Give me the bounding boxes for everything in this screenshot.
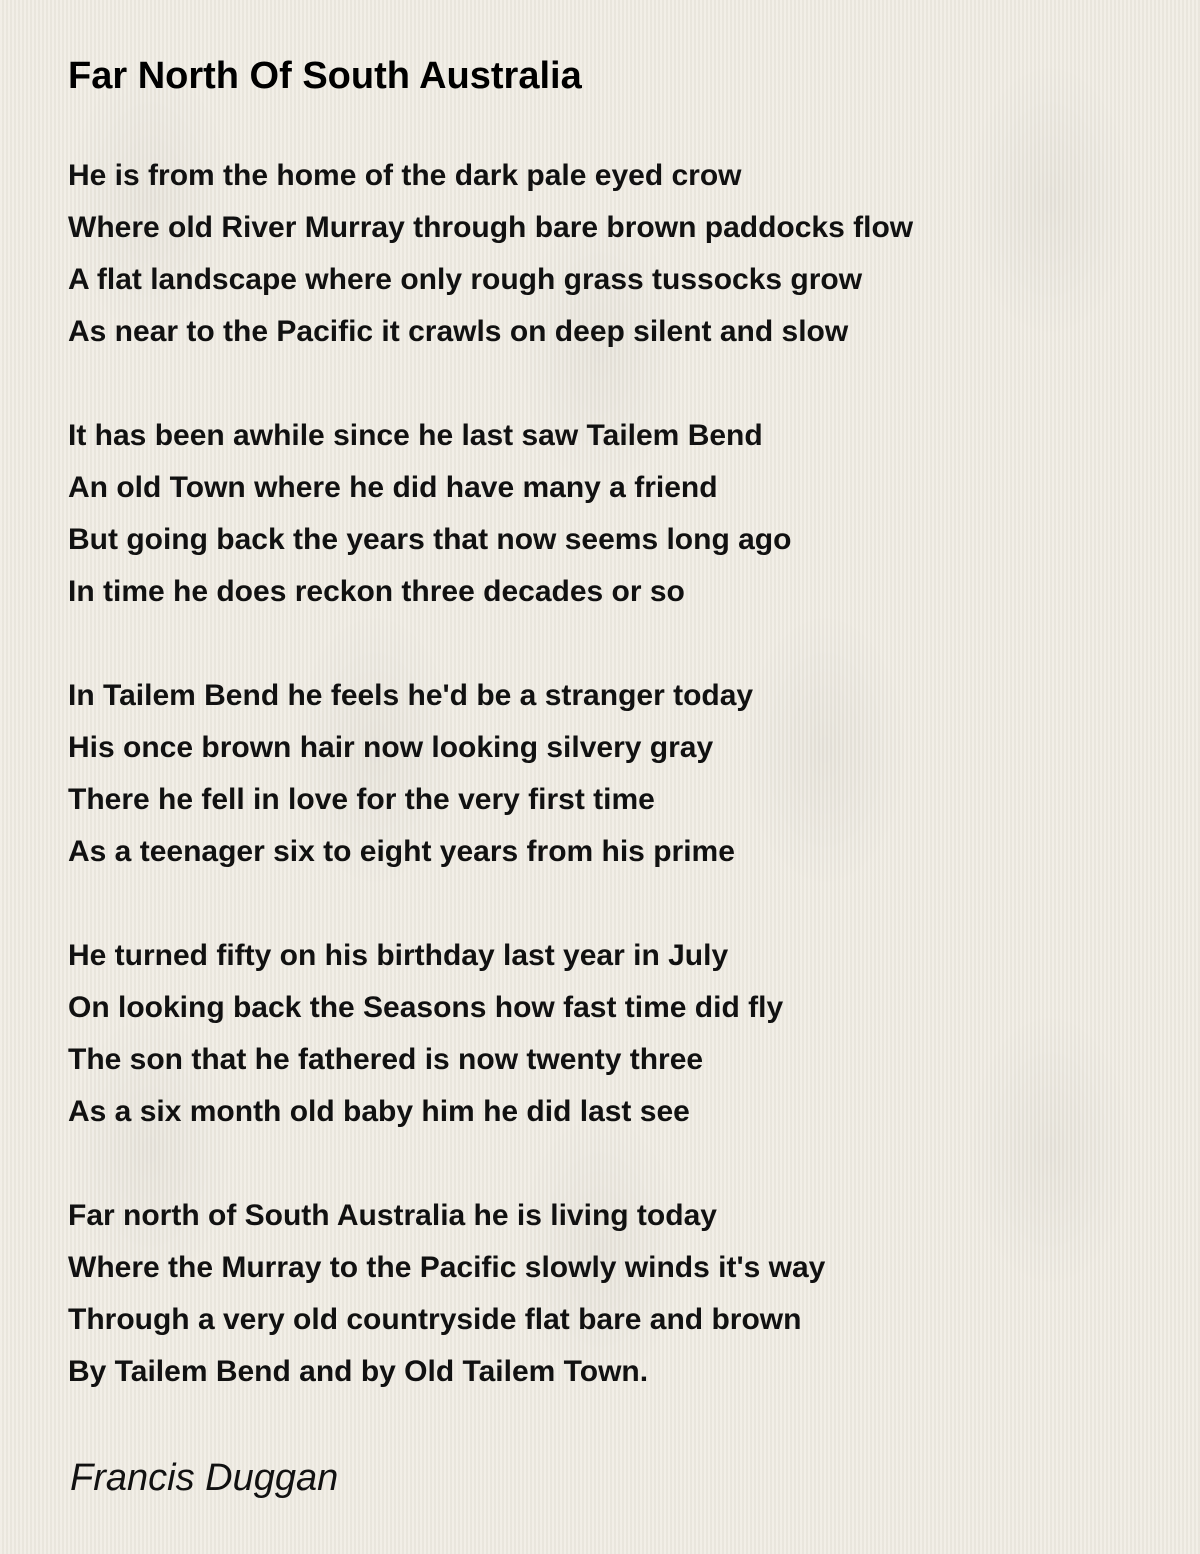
poem-title: Far North Of South Australia — [68, 55, 582, 97]
poem-author: Francis Duggan — [70, 1457, 339, 1499]
poem-line: Through a very old countryside flat bare and brown — [68, 1303, 802, 1336]
stanza — [68, 670, 913, 878]
poem-line: An old Town where he did have many a friend — [68, 471, 718, 504]
stanza — [68, 930, 913, 1138]
poem-line: His once brown hair now looking silvery gray — [68, 731, 714, 764]
poem-line: Where old River Murray through bare brown paddocks flow — [68, 211, 914, 244]
poem-line: As near to the Pacific it crawls on deep silent and slow — [68, 315, 849, 348]
poem-line: As a teenager six to eight years from his prime — [68, 835, 735, 868]
poem-body — [68, 150, 913, 1450]
stanza — [68, 410, 913, 618]
poem-line: It has been awhile since he last saw Tailem Bend — [68, 419, 763, 452]
poem-line: Far north of South Australia he is living today — [68, 1199, 717, 1232]
poem-line: There he fell in love for the very first time — [68, 783, 655, 816]
poem-line: The son that he fathered is now twenty three — [68, 1043, 704, 1076]
poem-line: In time he does reckon three decades or so — [68, 575, 685, 608]
poem-line: On looking back the Seasons how fast time did fly — [68, 991, 784, 1024]
poem-line: By Tailem Bend and by Old Tailem Town. — [68, 1355, 649, 1388]
poem-line: He turned fifty on his birthday last year in July — [68, 939, 729, 972]
poem-line: He is from the home of the dark pale eyed crow — [68, 159, 742, 192]
stanza — [68, 1190, 913, 1398]
poem-line: A flat landscape where only rough grass tussocks grow — [68, 263, 863, 296]
poem-line: But going back the years that now seems long ago — [68, 523, 792, 556]
poem-line: As a six month old baby him he did last see — [68, 1095, 690, 1128]
poem-line: In Tailem Bend he feels he'd be a stranger today — [68, 679, 754, 712]
poem-line: Where the Murray to the Pacific slowly winds it's way — [68, 1251, 826, 1284]
stanza — [68, 150, 913, 358]
